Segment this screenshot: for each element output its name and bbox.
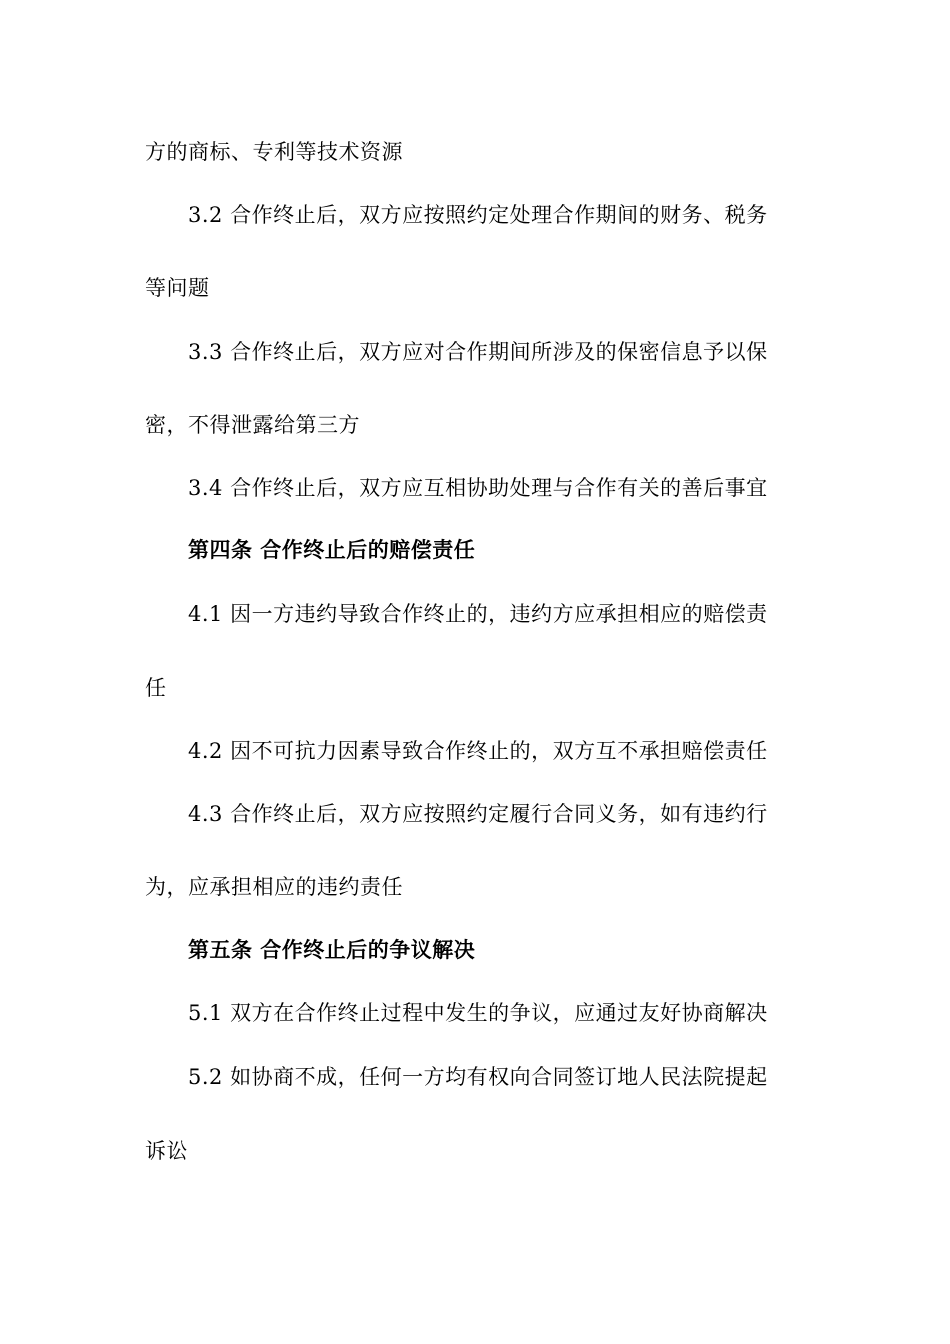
article-5-heading: 第五条 合作终止后的争议解决: [188, 938, 476, 962]
article-4-heading: 第四条 合作终止后的赔偿责任: [188, 538, 476, 562]
clause-4-3-line: 4.3 合作终止后，双方应按照约定履行合同义务，如有违约行: [188, 802, 768, 826]
clause-3-3-line: 3.3 合作终止后，双方应对合作期间所涉及的保密信息予以保: [188, 340, 768, 364]
paragraph-line: 方的商标、专利等技术资源: [145, 140, 403, 164]
clause-5-2-line: 5.2 如协商不成，任何一方均有权向合同签订地人民法院提起: [188, 1065, 768, 1089]
paragraph-line: 任: [145, 676, 167, 700]
clause-4-2-line: 4.2 因不可抗力因素导致合作终止的，双方互不承担赔偿责任: [188, 739, 768, 763]
clause-4-1-line: 4.1 因一方违约导致合作终止的，违约方应承担相应的赔偿责: [188, 602, 768, 626]
paragraph-line: 等问题: [145, 276, 210, 300]
paragraph-line: 密，不得泄露给第三方: [145, 413, 360, 437]
clause-5-1-line: 5.1 双方在合作终止过程中发生的争议，应通过友好协商解决: [188, 1001, 768, 1025]
paragraph-line: 诉讼: [145, 1139, 188, 1163]
paragraph-line: 为，应承担相应的违约责任: [145, 875, 403, 899]
clause-3-2-line: 3.2 合作终止后，双方应按照约定处理合作期间的财务、税务: [188, 203, 768, 227]
clause-3-4-line: 3.4 合作终止后，双方应互相协助处理与合作有关的善后事宜: [188, 476, 768, 500]
